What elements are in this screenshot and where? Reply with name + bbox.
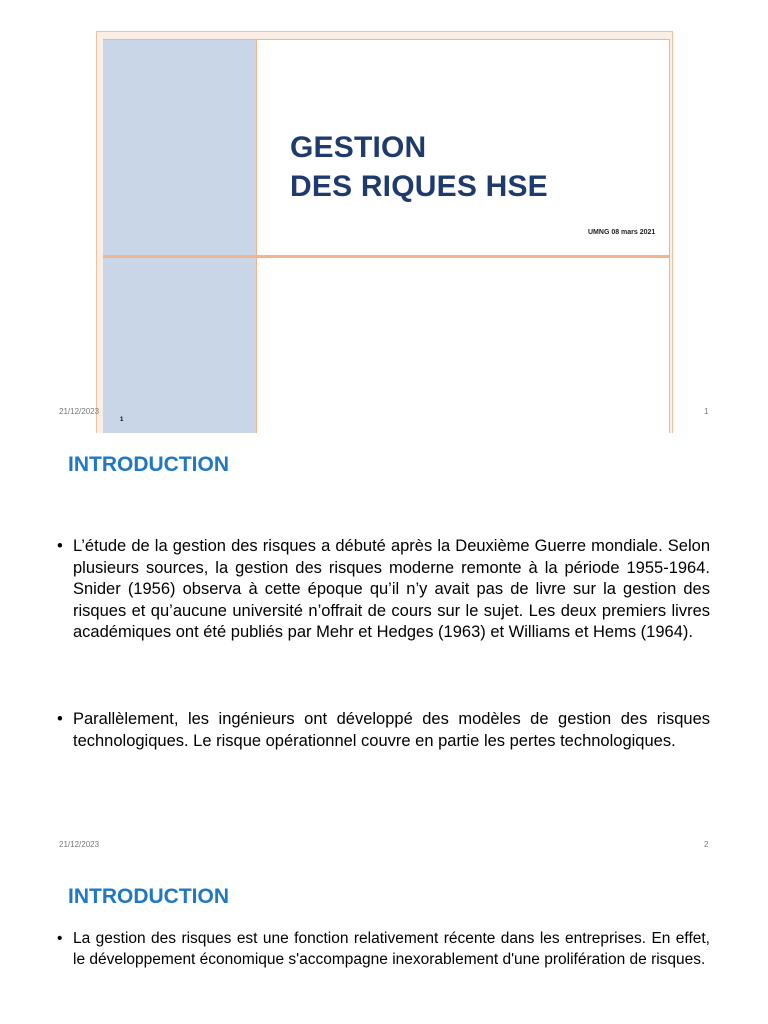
slide-title-line-2: DES RIQUES HSE <box>290 170 548 203</box>
title-slide <box>96 31 673 433</box>
slide-date-label: UMNG 08 mars 2021 <box>588 229 656 236</box>
bullet-icon: • <box>57 930 63 947</box>
page-footer-date: 21/12/2023 <box>59 407 100 416</box>
bullet-item <box>57 929 710 970</box>
section-title: INTRODUCTION <box>68 453 229 476</box>
slide-divider-line <box>103 255 670 258</box>
section-title: INTRODUCTION <box>68 885 229 908</box>
bullet-icon: • <box>57 710 63 728</box>
slide-number: 1 <box>120 417 124 423</box>
bullet-text: Parallèlement, les ingénieurs ont développé des modèles de gestion des risques technologiques. Le risque opérationnel couvre en partie les pertes technologiques. <box>73 710 710 750</box>
page-footer-number: 2 <box>704 840 709 849</box>
bullet-text: L’étude de la gestion des risques a débuté après la Deuxième Guerre mondiale. Selon plusieurs sources, la gestion des risques moderne remonte à la période 1955-1964. Snider (1956) observa à cette époque qu’il n’y avait pas de livre sur la gestion des risques et qu’aucune université n’offrait de cours sur le sujet. Les deux premiers livres académiques ont été publiés par Mehr et Hedges (1963) et Williams et Hems (1964). <box>73 537 710 641</box>
slide-title-line-1: GESTION <box>290 131 427 164</box>
bullet-item <box>57 536 710 644</box>
page-footer-number: 1 <box>704 407 709 416</box>
slide-top-border <box>103 39 670 40</box>
page-footer-date: 21/12/2023 <box>59 840 100 849</box>
bullet-icon: • <box>57 537 63 555</box>
slide-right-border <box>669 39 670 433</box>
bullet-item <box>57 709 710 752</box>
bullet-text: La gestion des risques est une fonction relativement récente dans les entreprises. En effet, le développement économique s'accompagne inexorablement d'une prolifération de risques. <box>73 930 710 968</box>
slide-sidebar-panel <box>103 39 257 433</box>
title-slide-canvas <box>103 39 670 433</box>
